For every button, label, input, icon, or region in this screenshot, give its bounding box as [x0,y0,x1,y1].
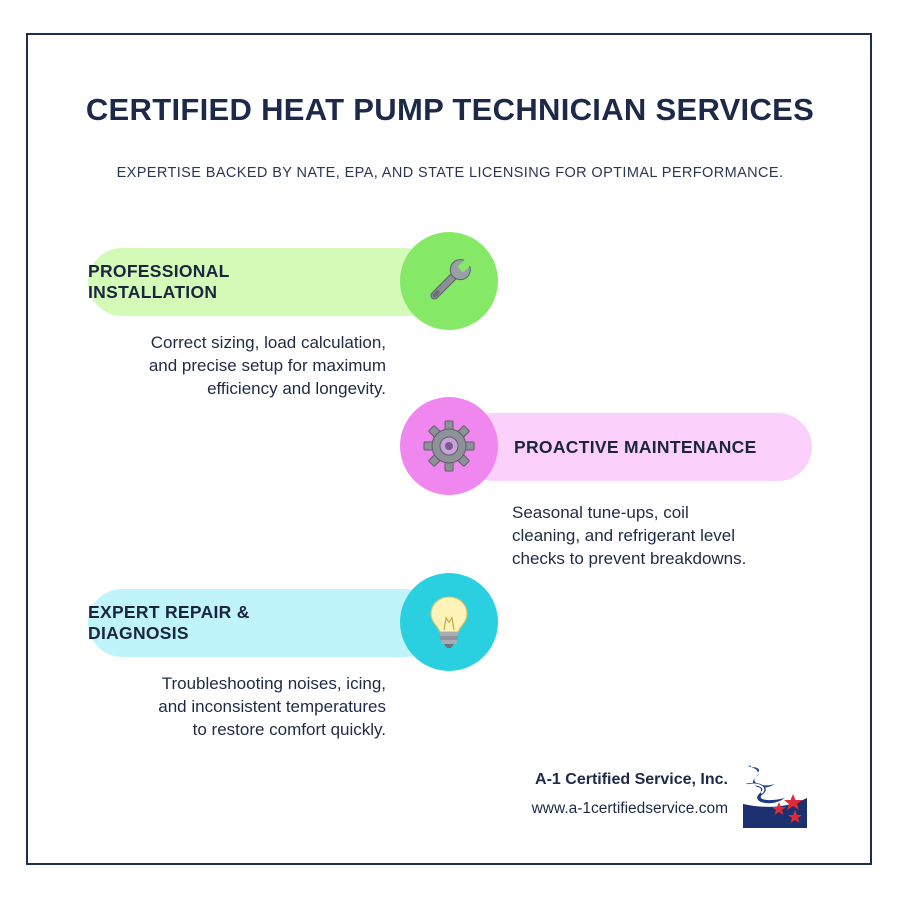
page-title: CERTIFIED HEAT PUMP TECHNICIAN SERVICES [85,92,815,127]
desc-line: Correct sizing, load calculation, [150,333,386,352]
company-name: A-1 Certified Service, Inc. [535,771,728,788]
service-pill-installation [88,248,438,316]
service-desc-maintenance [512,501,812,570]
desc-line: efficiency and longevity. [207,379,386,398]
desc-line: to restore comfort quickly. [192,720,386,739]
desc-line: cleaning, and refrigerant level [512,526,736,545]
gear-icon [422,419,476,473]
service-label-repair: EXPERT REPAIR & DIAGNOSIS [88,602,250,643]
company-url[interactable]: www.a-1certifiedservice.com [531,800,728,817]
service-desc-repair [90,672,386,741]
service-pill-repair [88,589,438,657]
desc-line: checks to prevent breakdowns. [512,549,747,568]
desc-line: Troubleshooting noises, icing, [161,674,386,693]
service-icon-circle-maintenance [400,397,498,495]
desc-line: Seasonal tune-ups, coil [512,503,689,522]
wrench-icon [421,253,477,309]
desc-line: and inconsistent temperatures [158,697,386,716]
lightbulb-icon [427,594,471,650]
page-subtitle: EXPERTISE BACKED BY NATE, EPA, AND STATE LICENSING FOR OPTIMAL PERFORMANCE. [116,165,784,181]
service-label-installation: PROFESSIONAL INSTALLATION [88,261,230,302]
service-desc-installation [90,331,386,400]
company-logo-icon [741,762,809,830]
service-pill-maintenance [460,413,812,481]
service-icon-circle-repair [400,573,498,671]
service-icon-circle-installation [400,232,498,330]
desc-line: and precise setup for maximum [148,356,386,375]
service-label-maintenance: PROACTIVE MAINTENANCE [514,436,757,457]
